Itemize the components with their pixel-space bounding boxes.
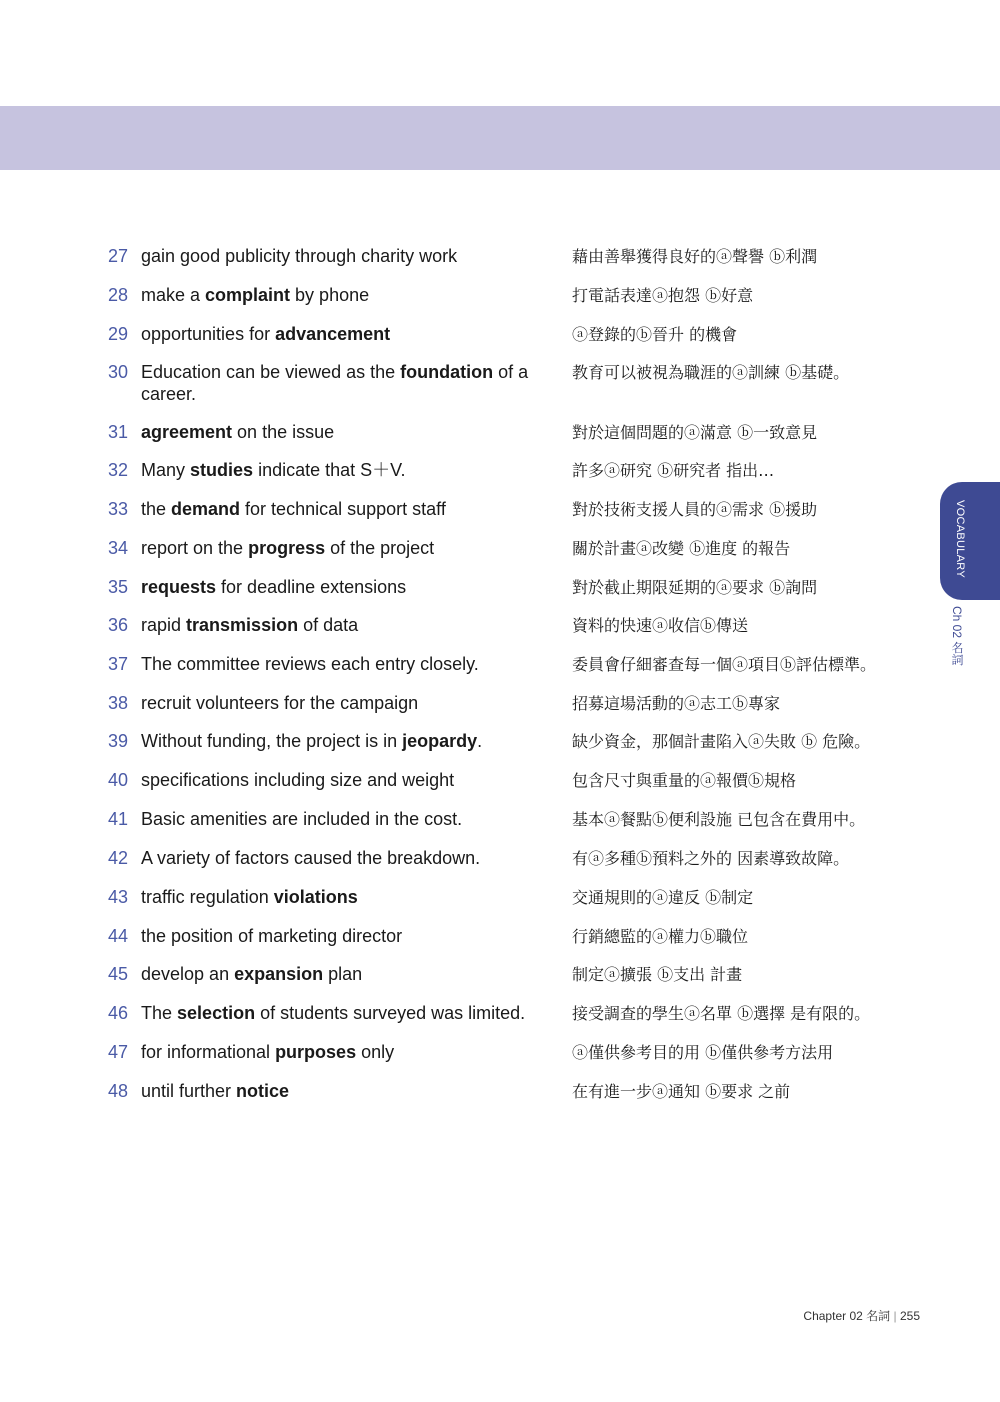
english-phrase (141, 1041, 546, 1063)
vocab-row (0, 963, 940, 1003)
english-phrase (141, 925, 546, 947)
item-number: 32 (108, 460, 129, 480)
keyword: agreement (141, 422, 233, 442)
vocab-row (0, 808, 940, 848)
keyword: complaint (205, 285, 291, 305)
phrase-text: opportunities for (141, 324, 276, 344)
chinese-translation: ⓐ僅供參考目的用 ⓑ僅供參考方法用 (572, 1043, 834, 1062)
item-number: 36 (108, 615, 129, 635)
phrase-text: rapid (141, 615, 187, 635)
phrase-text: of data (298, 615, 359, 635)
vocab-row (0, 692, 940, 732)
english-phrase (141, 361, 546, 405)
vocab-row (0, 245, 940, 285)
phrase-text: A variety of factors caused the breakdown. (141, 848, 481, 868)
english-phrase (141, 730, 546, 752)
item-number: 34 (108, 538, 129, 558)
item-number: 48 (108, 1081, 129, 1101)
item-number: 39 (108, 731, 129, 751)
vocab-row (0, 421, 940, 461)
vocab-row (0, 1080, 940, 1120)
chinese-translation: 缺少資金，那個計畫陷入ⓐ失敗 ⓑ 危險。 (572, 732, 871, 751)
side-tab-label: VOCABULARY (954, 500, 966, 578)
vocab-row (0, 614, 940, 654)
chinese-translation: 對於截止期限延期的ⓐ要求 ⓑ詢問 (572, 578, 818, 597)
item-number: 38 (108, 693, 129, 713)
phrase-text: until further (141, 1081, 237, 1101)
chinese-translation: 教育可以被視為職涯的ⓐ訓練 ⓑ基礎。 (572, 363, 850, 382)
phrase-text: The (141, 1003, 178, 1023)
vocab-row (0, 925, 940, 965)
keyword: selection (177, 1003, 256, 1023)
chinese-translation: 接受調查的學生ⓐ名單 ⓑ選擇 是有限的。 (572, 1004, 871, 1023)
phrase-text: gain good publicity through charity work (141, 246, 458, 266)
page-footer (780, 1307, 920, 1325)
keyword: purposes (275, 1042, 357, 1062)
phrase-text: make a (141, 285, 206, 305)
item-number: 41 (108, 809, 129, 829)
english-phrase (141, 421, 546, 443)
vocab-row (0, 323, 940, 363)
english-phrase (141, 653, 546, 675)
vocab-row (0, 576, 940, 616)
phrase-text: Many (141, 460, 191, 480)
phrase-text: on the issue (232, 422, 335, 442)
phrase-text: specifications including size and weight (141, 770, 455, 790)
vocab-row (0, 730, 940, 770)
phrase-text: . (477, 731, 483, 751)
keyword: jeopardy (402, 731, 478, 751)
keyword: progress (248, 538, 326, 558)
phrase-text: by phone (290, 285, 370, 305)
item-number: 35 (108, 577, 129, 597)
footer-chapter: Chapter 02 (803, 1309, 863, 1323)
keyword: requests (141, 577, 217, 597)
keyword: transmission (186, 615, 299, 635)
chinese-translation: 交通規則的ⓐ違反 ⓑ制定 (572, 888, 754, 907)
english-phrase (141, 1080, 546, 1102)
vocab-row (0, 498, 940, 538)
phrase-text: report on the (141, 538, 249, 558)
phrase-text: for informational (141, 1042, 276, 1062)
keyword: violations (273, 887, 358, 907)
phrase-text: only (356, 1042, 395, 1062)
item-number: 40 (108, 770, 129, 790)
keyword: studies (190, 460, 254, 480)
english-phrase (141, 284, 546, 306)
chinese-translation: 資料的快速ⓐ收信ⓑ傳送 (572, 616, 749, 635)
english-phrase (141, 537, 546, 559)
vocab-row (0, 769, 940, 809)
item-number: 46 (108, 1003, 129, 1023)
phrase-text: Education can be viewed as the (141, 362, 401, 382)
phrase-text: The committee reviews each entry closely. (141, 654, 479, 674)
item-number: 30 (108, 362, 129, 382)
item-number: 33 (108, 499, 129, 519)
english-phrase (141, 576, 546, 598)
english-phrase (141, 886, 546, 908)
phrase-text: indicate that S＋V. (253, 460, 406, 480)
english-phrase (141, 323, 546, 345)
side-chapter-label: Ch 02 名詞 (950, 606, 964, 666)
english-phrase (141, 963, 546, 985)
chinese-translation: 關於計畫ⓐ改變 ⓑ進度 的報告 (572, 539, 791, 558)
vocab-row (0, 847, 940, 887)
english-phrase (141, 459, 546, 481)
footer-page-number: 255 (899, 1309, 920, 1323)
item-number: 37 (108, 654, 129, 674)
english-phrase (141, 614, 546, 636)
phrase-text: of a career. (141, 362, 529, 404)
phrase-text: recruit volunteers for the campaign (141, 693, 419, 713)
chinese-translation: 制定ⓐ擴張 ⓑ支出 計畫 (572, 965, 743, 984)
chinese-translation: 基本ⓐ餐點ⓑ便利設施 已包含在費用中。 (572, 810, 866, 829)
phrase-text: Basic amenities are included in the cost. (141, 809, 463, 829)
chinese-translation: 藉由善舉獲得良好的ⓐ聲譽 ⓑ利潤 (572, 247, 818, 266)
item-number: 42 (108, 848, 129, 868)
phrase-text: of students surveyed was limited. (255, 1003, 526, 1023)
phrase-text: for deadline extensions (216, 577, 407, 597)
item-number: 31 (108, 422, 129, 442)
vocab-row (0, 1041, 940, 1081)
chinese-translation: ⓐ登錄的ⓑ晉升 的機會 (572, 325, 738, 344)
vocab-row (0, 284, 940, 324)
footer-separator: | (893, 1309, 897, 1323)
english-phrase (141, 808, 546, 830)
item-number: 45 (108, 964, 129, 984)
keyword: expansion (234, 964, 324, 984)
chinese-translation: 許多ⓐ研究 ⓑ研究者 指出… (572, 461, 775, 480)
chinese-translation: 打電話表達ⓐ抱怨 ⓑ好意 (572, 286, 754, 305)
vocab-row (0, 361, 940, 404)
item-number: 28 (108, 285, 129, 305)
phrase-text: develop an (141, 964, 235, 984)
item-number: 29 (108, 324, 129, 344)
english-phrase (141, 769, 546, 791)
keyword: foundation (400, 362, 494, 382)
keyword: advancement (275, 324, 391, 344)
chinese-translation: 委員會仔細審查每一個ⓐ項目ⓑ評估標準。 (572, 655, 877, 674)
chinese-translation: 有ⓐ多種ⓑ預料之外的 因素導致故障。 (572, 849, 850, 868)
phrase-text: of the project (325, 538, 435, 558)
phrase-text: the position of marketing director (141, 926, 403, 946)
chinese-translation: 招募這場活動的ⓐ志工ⓑ專家 (572, 694, 781, 713)
chinese-translation: 包含尺寸與重量的ⓐ報價ⓑ規格 (572, 771, 797, 790)
phrase-text: plan (323, 964, 363, 984)
item-number: 43 (108, 887, 129, 907)
keyword: notice (236, 1081, 290, 1101)
footer-title: 名詞 (866, 1309, 891, 1323)
english-phrase (141, 847, 546, 869)
vocab-row (0, 1002, 940, 1042)
english-phrase (141, 245, 546, 267)
vocab-row (0, 886, 940, 926)
vocab-row (0, 653, 940, 693)
phrase-text: the (141, 499, 172, 519)
chinese-translation: 行銷總監的ⓐ權力ⓑ職位 (572, 927, 749, 946)
item-number: 27 (108, 246, 129, 266)
chinese-translation: 對於技術支援人員的ⓐ需求 ⓑ援助 (572, 500, 818, 519)
chinese-translation: 在有進一步ⓐ通知 ⓑ要求 之前 (572, 1082, 791, 1101)
phrase-text: traffic regulation (141, 887, 274, 907)
item-number: 47 (108, 1042, 129, 1062)
vocab-row (0, 459, 940, 499)
keyword: demand (171, 499, 241, 519)
english-phrase (141, 1002, 546, 1024)
phrase-text: Without funding, the project is in (141, 731, 403, 751)
english-phrase (141, 692, 546, 714)
chinese-translation: 對於這個問題的ⓐ滿意 ⓑ一致意見 (572, 423, 818, 442)
item-number: 44 (108, 926, 129, 946)
vocab-row (0, 537, 940, 577)
english-phrase (141, 498, 546, 520)
phrase-text: for technical support staff (240, 499, 446, 519)
